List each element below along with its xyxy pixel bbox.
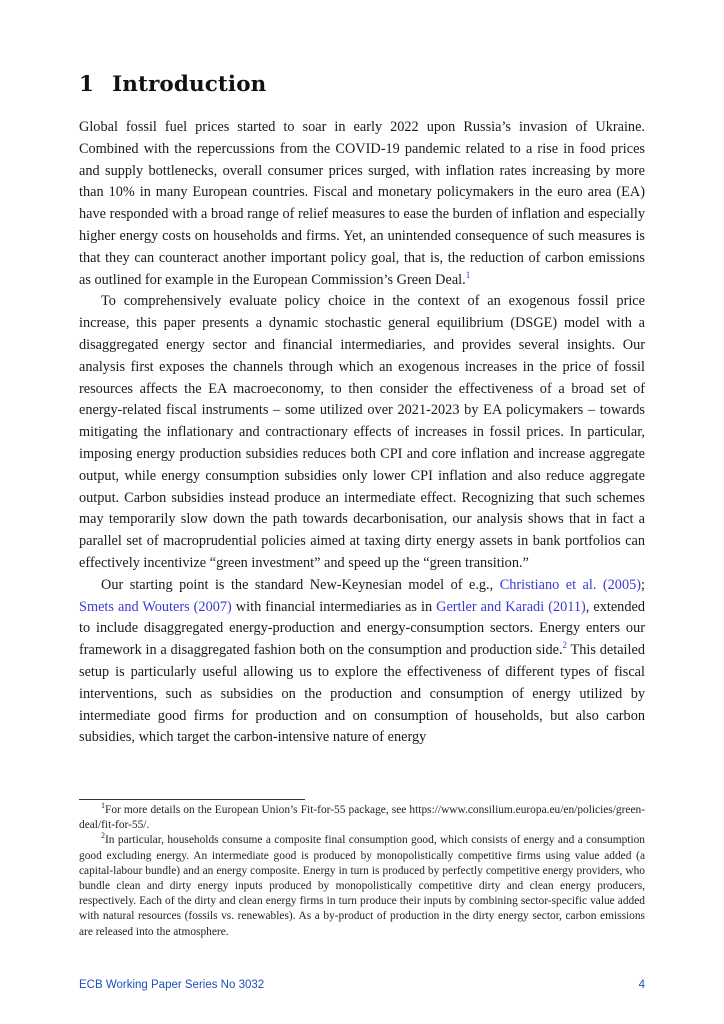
citation-smets-wouters[interactable]: Smets and Wouters (2007) <box>79 598 232 615</box>
footnotes <box>79 803 645 940</box>
section-heading <box>79 72 266 97</box>
footnote-1 <box>79 803 645 833</box>
section-title: Introduction <box>112 72 267 97</box>
footnote-2 <box>79 833 645 939</box>
footnote-ref-2[interactable]: 2 <box>562 640 568 651</box>
paragraph-3-text-1: Our starting point is the standard New-Keynesian model of e.g., <box>101 576 500 593</box>
paragraph-1-text: Global fossil fuel prices started to soar in early 2022 upon Russia’s invasion of Ukraine. Combined with the repercussions from the COVID-19 pandemic related to a rise in food prices and supply bottlenecks, overall consumer prices surged, with inflation rates increasing by more than 10% in many European countries. Fiscal and monetary policymakers in the euro area (EA) have responded with a broad range of relief measures to ease the burden of inflation and especially higher energy costs on households and firms. Yet, an unintended consequence of such measures is that they can counteract another important policy goal, that is, the reduction of carbon emissions as outlined for example in the European Commission’s Green Deal. <box>79 119 645 288</box>
footer-page-number: 4 <box>638 979 645 991</box>
citation-christiano[interactable]: Christiano et al. (2005) <box>499 576 642 593</box>
footnote-2-text: In particular, households consume a composite final consumption good, which consists of energy and a consumption good excluding energy. An intermediate good is produced by monopolistically competitive firms using value added (a capital-labour bundle) and an energy composite. Energy in turn is produced by perfectly competitive energy providers, who bundle clean and dirty energy inputs produced by monopolistically competitive dirty and clean energy producers, respectively. Each of the dirty and clean energy firms in turn produce their inputs by combining sector-specific value added with natural resources (fossils vs. renewables). As a by-product of production in the dirty energy sector, carbon emissions are released into the atmosphere. <box>79 834 645 938</box>
paragraph-1 <box>79 117 645 291</box>
footnote-divider <box>79 799 305 800</box>
footnote-2-mark: 2 <box>101 831 105 841</box>
paragraph-3-text-5: This detailed setup is particularly useful allowing us to explore the effectiveness of different types of fiscal interventions, such as subsidies on the production and consumption of energy utilized by intermediate good firms for production and on consumption of households, but also carbon subsidies, which target the carbon-intensive nature of energy <box>79 642 645 746</box>
paragraph-3-text-2: ; <box>641 576 645 593</box>
paragraph-2 <box>79 291 645 574</box>
paragraph-3-text-4: , extended to include disaggregated energy-production and energy-consumption sectors. Energy enters our framework in a disaggregated fashion both on the consumption and production side. <box>79 598 645 659</box>
paragraph-2-text: To comprehensively evaluate policy choice in the context of an exogenous fossil price increase, this paper presents a dynamic stochastic general equilibrium (DSGE) model with a disaggregated energy sector and financial intermediaries, and provides several insights. Our analysis first exposes the channels through which an exogenous increases in the price of fossil resources affects the EA macroeconomy, to then consider the effectiveness of a broad set of energy-related fiscal instruments – some utilized over 2021-2023 by EA policymakers – towards mitigating the inflationary and contractionary effects of increases in fossil prices. In particular, imposing energy production subsidies reduces both CPI and core inflation and increase aggregate output, while energy consumption subsidies only lower CPI inflation and also reduce aggregate output. Carbon subsidies instead produce an intermediate effect. Recognizing that such schemes may temporarily slow down the path towards decarbonisation, our analysis shows that in fact a parallel set of macroprudential policies aimed at taxing dirty energy assets in bank portfolios can effectively incentivize “green investment” and speed up the “green transition.” <box>79 293 645 571</box>
body-text <box>79 117 645 749</box>
footer-series: ECB Working Paper Series No 3032 <box>79 979 265 991</box>
footnote-1-mark: 1 <box>101 801 105 811</box>
section-number: 1 <box>79 72 95 97</box>
footnote-ref-1[interactable]: 1 <box>465 269 471 280</box>
paragraph-3-text-3: with financial intermediaries as in <box>231 598 437 615</box>
paragraph-3 <box>79 575 645 749</box>
footnote-1-text: For more details on the European Union’s Fit-for-55 package, see https://www.consilium.europa.eu/en/policies/green-deal/fit-for-55/. <box>79 804 645 832</box>
citation-gertler-karadi[interactable]: Gertler and Karadi (2011) <box>436 598 586 615</box>
